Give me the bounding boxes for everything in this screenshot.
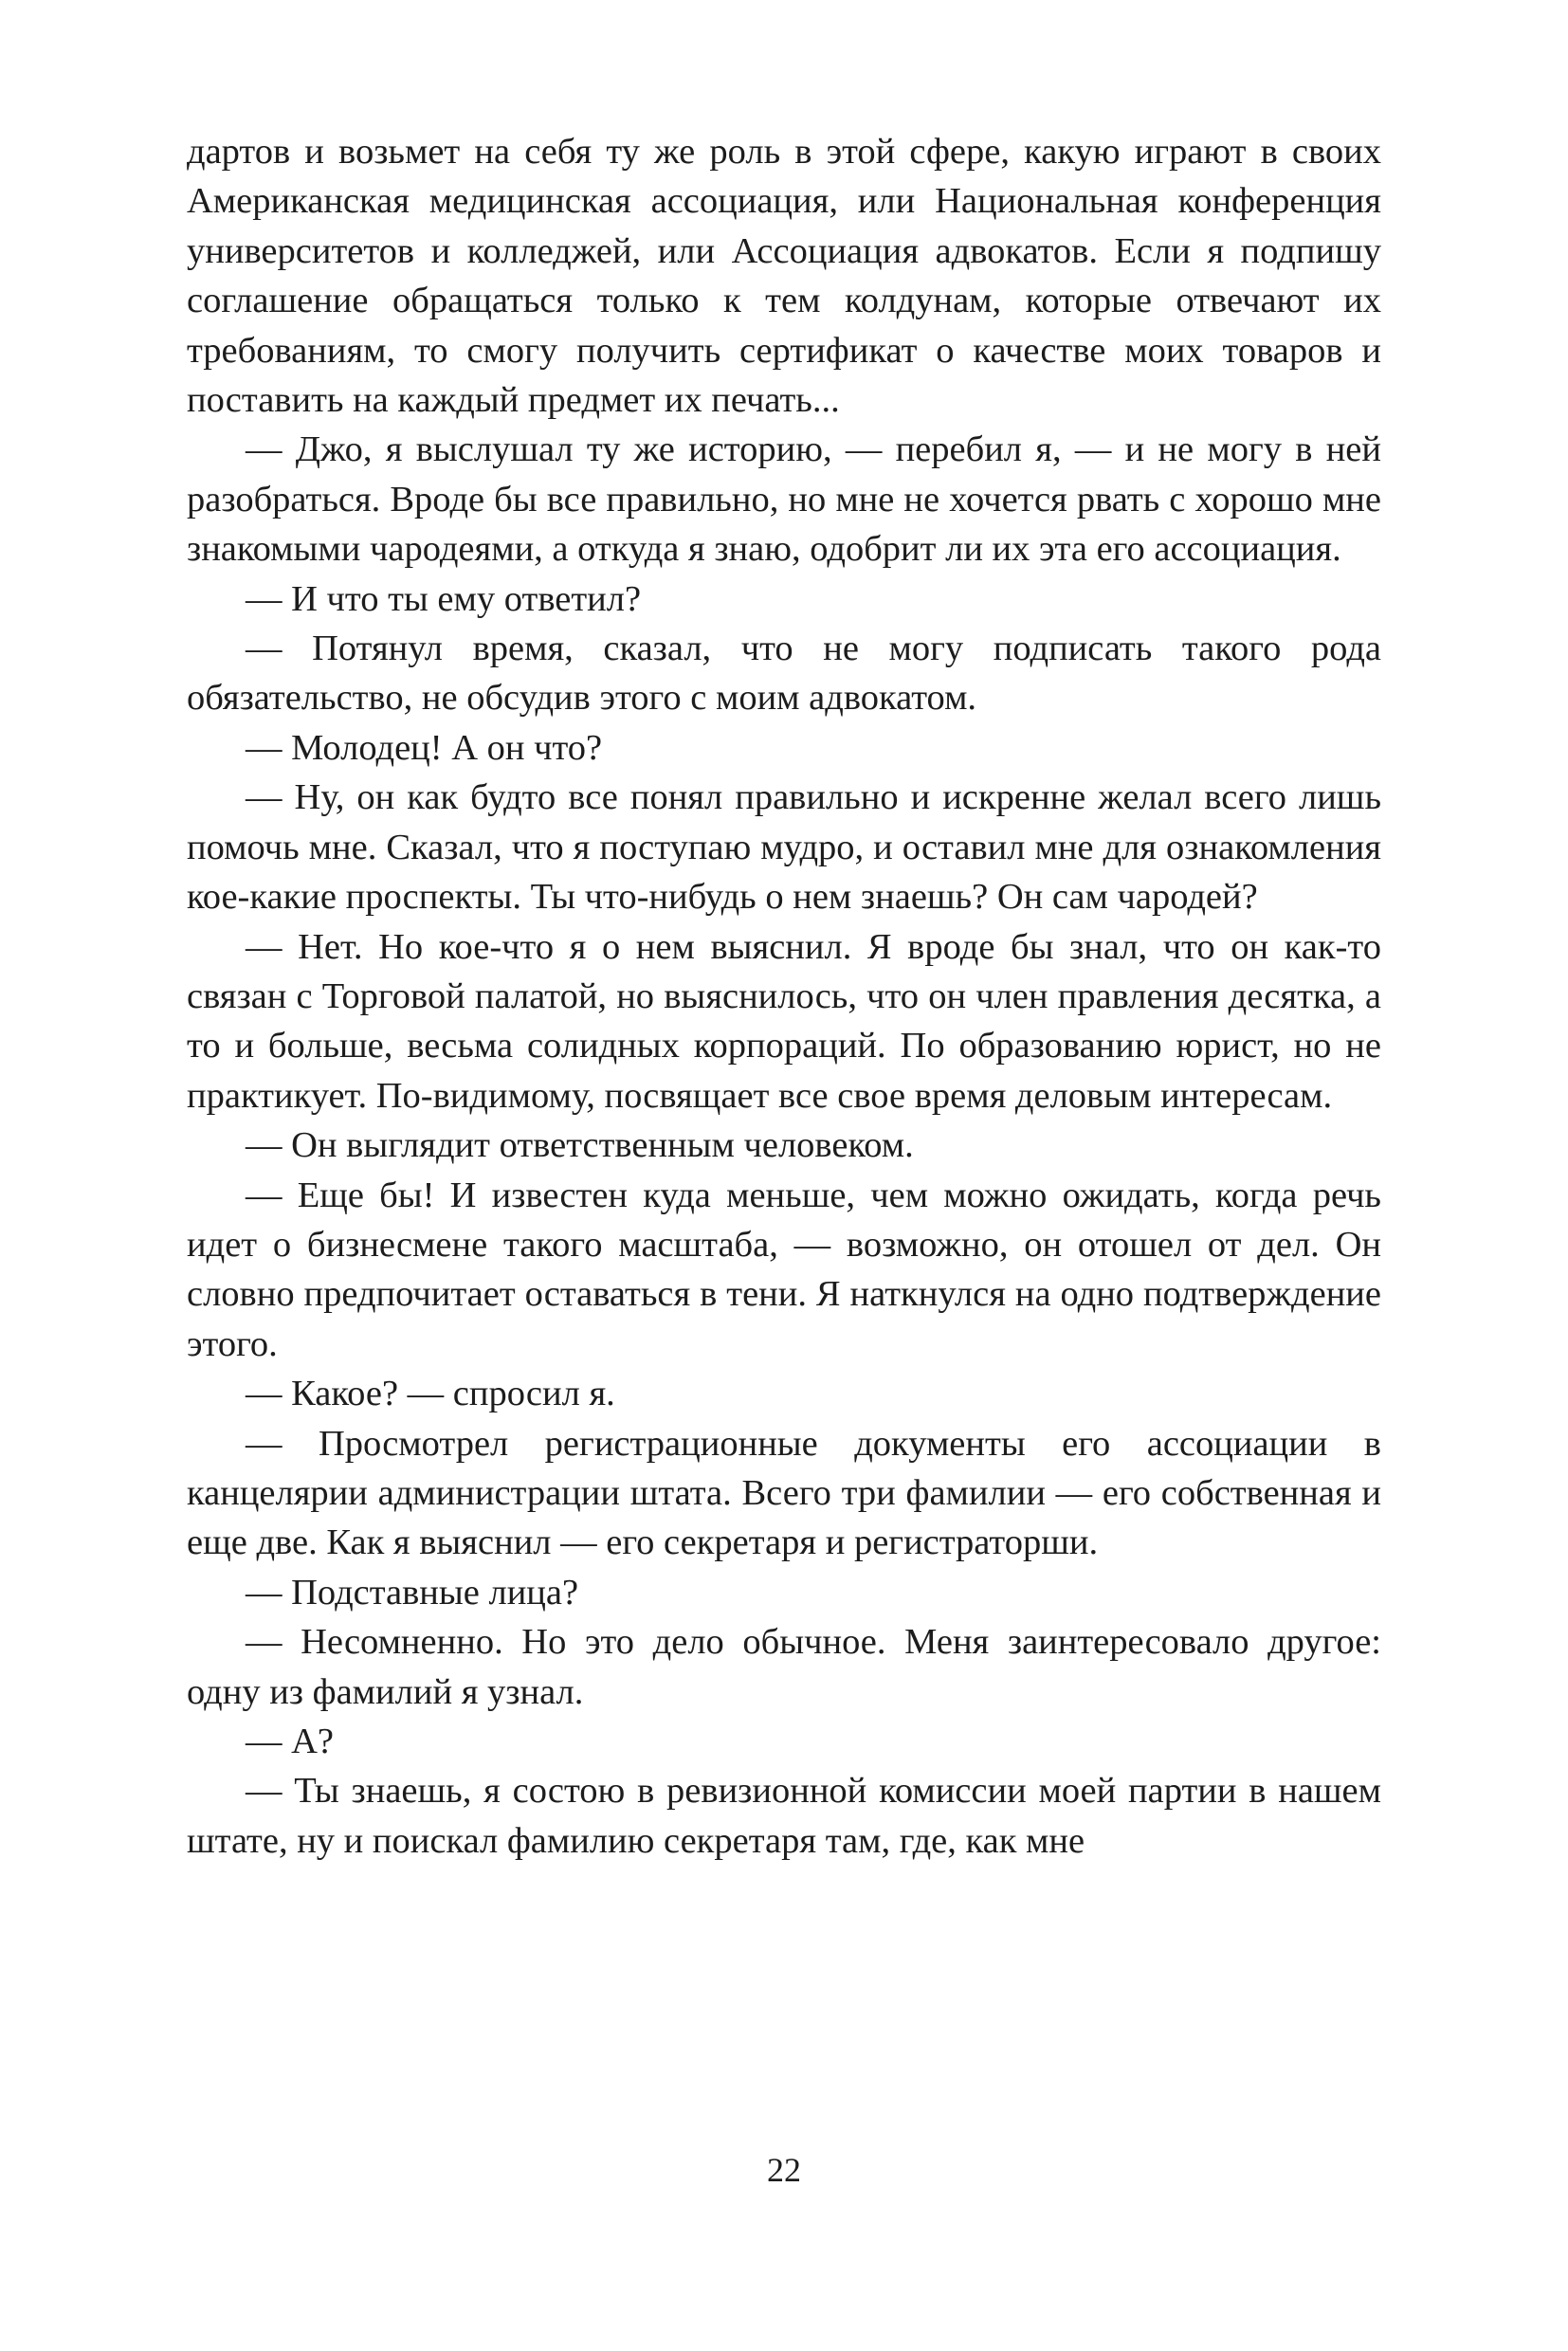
paragraph: — Джо, я выслушал ту же историю, — перебил я, — и не могу в ней разобраться. Вроде бы все правильно, но мне не хочется рвать с хорошо мне знакомыми чародеями, а откуда я знаю, одобрит ли их эта его ассоциация.	[187, 429, 1381, 570]
paragraph: — Несомненно. Но это дело обычное. Меня заинтересовало другое: одну из фамилий я узнал.	[187, 1622, 1381, 1712]
paragraph: — Ты знаешь, я состою в ревизионной комиссии моей партии в нашем штате, ну и поискал фамилию секретаря там, где, как мне	[187, 1771, 1381, 1861]
paragraph: — Просмотрел регистрационные документы его ассоциации в канцелярии администрации штата. Всего три фамилии — его собственная и еще две. Как я выяснил — его секретаря и регистраторши.	[187, 1423, 1381, 1563]
paragraph: — Молодец! А он что?	[246, 727, 603, 768]
paragraph: — Нет. Но кое-что я о нем выяснил. Я вроде бы знал, что он как-то связан с Торговой палатой, но выяснилось, что он член правления десятка, а то и больше, весьма солидных корпораций. По образованию юрист, но не практикует. По-видимому, посвящает все свое время деловым интересам.	[187, 926, 1381, 1116]
paragraph: — И что ты ему ответил?	[246, 578, 642, 619]
paragraph: — Он выглядит ответственным человеком.	[246, 1125, 914, 1166]
paragraph: — Какое? — спросил я.	[246, 1374, 615, 1414]
body-text	[187, 127, 1381, 1866]
paragraph: дартов и возьмет на себя ту же роль в этой сфере, какую играют в своих Американская медицинская ассоциация, или Национальная конференция университетов и колледжей, или Ассоциация адвокатов. Если я подпишу соглашение обращаться только к тем колдунам, которые отвечают их требованиям, то смогу получить сертификат о качестве моих товаров и поставить на каждый предмет их печать...	[187, 132, 1381, 421]
paragraph: — А?	[246, 1722, 335, 1761]
paragraph: — Ну, он как будто все понял правильно и искренне желал всего лишь помочь мне. Сказал, что я поступаю мудро, и оставил мне для ознакомления кое-какие проспекты. Ты что-нибудь о нем знаешь? Он сам чародей?	[187, 777, 1381, 918]
paragraph: — Подставные лица?	[246, 1572, 579, 1613]
page-number: 22	[767, 2151, 801, 2189]
paragraph: — Потянул время, сказал, что не могу подписать такого рода обязательство, не обсудив этого с моим адвокатом.	[187, 629, 1381, 719]
paragraph: — Еще бы! И известен куда меньше, чем можно ожидать, когда речь идет о бизнесмене такого масштаба, — возможно, он отошел от дел. Он словно предпочитает оставаться в тени. Я наткнулся на одно подтверждение этого.	[187, 1175, 1381, 1364]
